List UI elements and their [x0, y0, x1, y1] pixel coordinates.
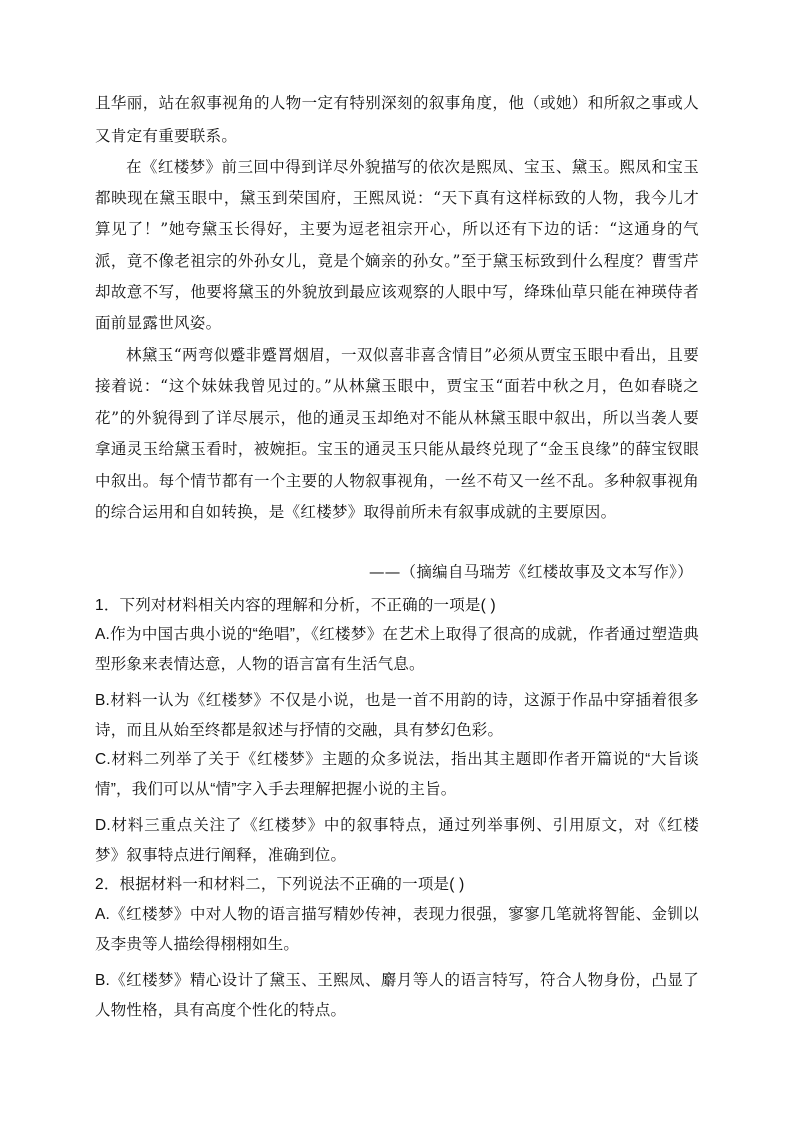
- question-2-option-b: B.《红楼梦》精心设计了黛玉、王熙凤、麝月等人的语言特写，符合人物身份，凸显了人物性格，具有高度个性化的特点。: [95, 972, 699, 1019]
- passage-paragraph-1: 且华丽，站在叙事视角的人物一定有特别深刻的叙事角度，他（或她）和所叙之事或人又肯定有重要联系。: [95, 94, 699, 145]
- question-2-option-a: A.《红楼梦》中对人物的语言描写精妙传神，表现力很强，寥寥几笔就将智能、金钏以及李贵等人描绘得栩栩如生。: [95, 906, 699, 953]
- passage-paragraph-3: 林黛玉“两弯似蹙非蹙罥烟眉，一双似喜非喜含情目”必须从贾宝玉眼中看出，且要接着说：“这个妹妹我曾见过的。”从林黛玉眼中，贾宝玉“面若中秋之月，色如春晓之花”的外貌得到了详尽展示，他的通灵玉却绝对不能从林黛玉眼中叙出，所以当袭人要拿通灵玉给黛玉看时，被婉拒。宝玉的通灵玉只能从最终兑现了“金玉良缘”的薛宝钗眼中叙出。每个情节都有一个主要的人物叙事视角，一丝不苟又一丝不乱。多种叙事视角的综合运用和自如转换，是《红楼梦》取得前所未有叙事成就的主要原因。: [95, 346, 699, 522]
- question-1-option-b: B.材料一认为《红楼梦》不仅是小说，也是一首不用韵的诗，这源于作品中穿插着很多诗，而且从始至终都是叙述与抒情的交融，具有梦幻色彩。: [95, 692, 699, 739]
- question-1-option-c: C.材料二列举了关于《红楼梦》主题的众多说法，指出其主题即作者开篇说的“大旨谈情”，我们可以从“情”字入手去理解把握小说的主旨。: [95, 751, 699, 798]
- question-1-stem: 1．下列对材料相关内容的理解和分析，不正确的一项是( ): [95, 597, 496, 614]
- question-1-option-d: D.材料三重点关注了《红楼梦》中的叙事特点，通过列举事例、引用原文，对《红楼梦》叙事特点进行阐释，准确到位。: [95, 817, 699, 864]
- passage-source-citation: ——（摘编自马瑞芳《红楼故事及文本写作》）: [368, 563, 693, 581]
- passage-paragraph-2: 在《红楼梦》前三回中得到详尽外貌描写的依次是熙凤、宝玉、黛玉。熙凤和宝玉都映现在黛玉眼中，黛玉到荣国府，王熙凤说：“天下真有这样标致的人物，我今儿才算见了！”她夸黛玉长得好，主要为逗老祖宗开心，所以还有下边的话：“这通身的气派，竟不像老祖宗的外孙女儿，竟是个嫡亲的孙女。”至于黛玉标致到什么程度？曹雪芹却故意不写，他要将黛玉的外貌放到最应该观察的人眼中写，绛珠仙草只能在神瑛侍者面前显露世风姿。: [95, 158, 699, 333]
- question-1-option-a: A.作为中国古典小说的“绝唱”，《红楼梦》在艺术上取得了很高的成就，作者通过塑造典型形象来表情达意，人物的语言富有生活气息。: [95, 626, 699, 673]
- question-2-stem: 2．根据材料一和材料二，下列说法不正确的一项是( ): [95, 876, 465, 893]
